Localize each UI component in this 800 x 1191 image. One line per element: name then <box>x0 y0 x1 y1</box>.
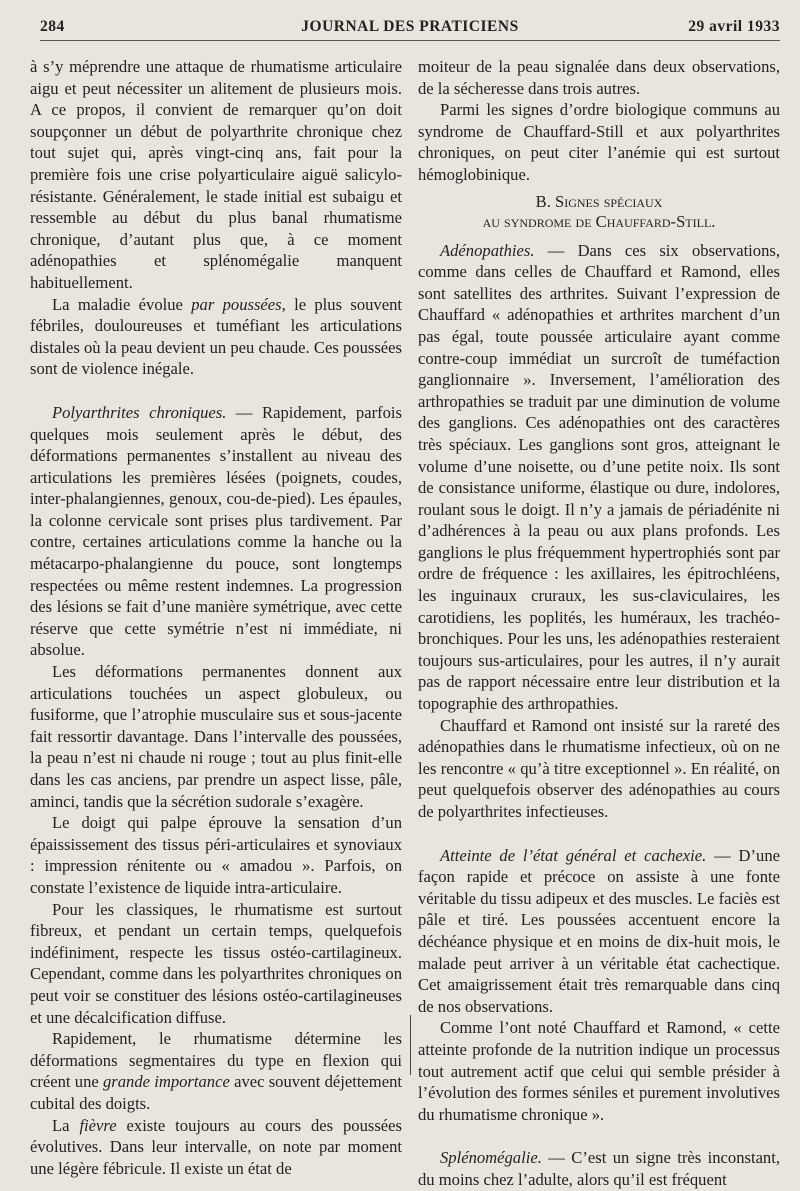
right-paragraph-4: Chauffard et Ramond ont insisté sur la rareté des adénopathies dans le rhumatisme infectieux, où on ne les rencontre « qu’à titre exceptionnel ». En réalité, on peut quelquefois observer des adénopathies au cours de polyarthrites infectieuses. <box>418 715 780 821</box>
section-title: Polyarthrites chroniques. <box>52 402 227 422</box>
left-paragraph-6: Pour les classiques, le rhumatisme est surtout fibreux, et pendant un certain temps, quelquefois indéfiniment, respecte les tissus ostéo-cartilagineux. Cependant, comme dans les polyarthrites chroniques on peut voir se constituer des lésions ostéo-cartilagineuses et une décalcification diffuse. <box>30 899 402 1027</box>
running-header <box>40 18 780 41</box>
right-column <box>418 56 780 1191</box>
left-paragraph-2: La maladie évolue par poussées, le plus souvent fébriles, douloureuses et tuméfiant les articulations distales où la peau devient un peu chaude. Ces poussées sont de violence inégale. <box>30 294 402 379</box>
left-paragraph-5: Le doigt qui palpe éprouve la sensation d’un épaississement des tissus péri-articulaires et synoviaux : impression rénitente ou « amadou ». Parfois, on constate l’existence de liquide intra-articulaire. <box>30 813 402 897</box>
section-splenomegalie: Splénomégalie. — C’est un signe très inconstant, du moins chez l’adulte, alors qu’il est fréquent <box>418 1148 780 1189</box>
right-paragraph-6: Comme l’ont noté Chauffard et Ramond, « cette atteinte profonde de la nutrition indique un processus tout autrement actif que celui qui semble présider à l’évolution des formes séniles et purement involutives du rhumatisme chronique ». <box>418 1018 780 1124</box>
left-paragraph-7: Rapidement, le rhumatisme détermine les déformations segmentaires du type en flexion qui créent une grande importance avec souvent déjettement cubital des doigts. <box>30 1029 402 1113</box>
right-paragraph-2: Parmi les signes d’ordre biologique communs au syndrome de Chauffard-Still et aux polyarthrites chroniques, on peut citer l’anémie qui est surtout hémoglobinique. <box>418 100 780 184</box>
column-divider <box>410 1015 411 1075</box>
section-title: Adénopathies. <box>440 240 535 260</box>
section-title: Splénomégalie. <box>440 1148 542 1168</box>
section-heading-line-2: au syndrome de Chauffard-Still. <box>482 211 716 231</box>
issue-date: 29 avril 1933 <box>688 18 780 35</box>
left-column <box>30 56 402 1179</box>
emphasis: fièvre <box>79 1115 117 1135</box>
section-heading <box>418 192 780 232</box>
left-paragraph-4: Les déformations permanentes donnent aux articulations touchées un aspect globuleux, ou fusiforme, que l’atrophie musculaire sus et sous-jacente fait ressortir davantage. Dans l’intervalle des poussées, la peau n’est ni chaude ni rouge ; tout au plus finit-elle dans les cas anciens, par prendre un aspect lisse, pâle, aminci, tandis que la sécrétion sudorale s’exagère. <box>30 662 402 811</box>
right-paragraph-1: moiteur de la peau signalée dans deux observations, de la sécheresse dans trois autres. <box>418 57 780 98</box>
left-paragraph-8: La fièvre existe toujours au cours des poussées évolutives. Dans leur intervalle, on note par moment une légère fébricule. Il existe un état de <box>30 1115 402 1178</box>
section-title: Atteinte de l’état général et cachexie. <box>440 845 707 865</box>
left-paragraph-1: à s’y méprendre une attaque de rhumatisme articulaire aigu et peut nécessiter un alitement de plusieurs mois. A ce propos, il convient de remarquer qu’on doit soupçonner un début de polyarthrite chronique chez tout sujet qui, après vingt-cinq ans, fait pour la première fois une crise polyarticulaire aiguë salicylo-résistante. Généralement, le stade initial est subaigu et ressemble au début du plus banal rhumatisme chronique, d’autant plus que, à ce moment adénopathies et splénomégalie manquent habituellement. <box>30 57 402 292</box>
page-number: 284 <box>40 18 65 35</box>
emphasis: par poussées <box>191 294 282 314</box>
emphasis: grande importance <box>102 1072 230 1092</box>
section-adenopathies: Adénopathies. — Dans ces six observations, comme dans celles de Chauffard et Ramond, elles sont satellites des arthrites. Suivant l’expression de Chauffard « adénopathies et arthrites marchent d’un pas égal, toute poussée articulaire ayant comme contre-coup immédiat un surcroît de tuméfaction ganglionnaire ». Inversement, l’amélioration des arthropathies se traduit par une diminution de volume des ganglions. Ces adénopathies ont des caractères très spéciaux. Les ganglions sont gros, atteignant le volume d’une noisette, ou d’une petite noix. Ils sont de consistance uniforme, élastique ou dure, indolores, roulant sous le doigt. Il n’y a jamais de périadénite ni d’adhérences à la peau ou aux plans profonds. Les ganglions le plus fréquemment hypertrophiés sont par ordre de fréquence : les axillaires, les épitrochléens, les inguinaux cruraux, les sus-claviculaires, les carotidiens, les poplités, les huméraux, les trachéo-bronchiques. Pour les uns, les adénopathies resteraient toujours sus-articulaires, pour les autres, il n’y aurait pas de rapport nécessaire entre leur distribution et la topographie des arthropathies. <box>418 240 780 714</box>
section-cachexie: Atteinte de l’état général et cachexie. — D’une façon rapide et précoce on assiste à une fonte véritable du tissu adipeux et des muscles. Le faciès est pâle et tiré. Les poussées accentuent encore la déchéance physique et en moins de dix-huit mois, le malade peut arriver à un véritable état cachectique. Cet amaigrissement était très remarquable dans cinq de nos observations. <box>418 845 781 1016</box>
section-heading-line-1: B. Signes spéciaux <box>535 191 663 211</box>
section-polyarthrites: Polyarthrites chroniques. — Rapidement, parfois quelques mois seulement après le début, des déformations permanentes s’installent au niveau des articulations les premières lésées (poignets, coudes, inter-phalangiennes, genoux, cou-de-pied). Les épaules, la colonne cervicale sont prises plus tardivement. Par contre, certaines articulations comme la hanche ou la métacarpo-phalangienne du pouce, sont longtemps respectées ou même restent indemnes. La progression des lésions se fait d’une manière symétrique, avec cette réserve que cette symétrie n’est ni immédiate, ni absolue. <box>30 402 402 660</box>
journal-title: JOURNAL DES PRATICIENS <box>301 18 519 35</box>
